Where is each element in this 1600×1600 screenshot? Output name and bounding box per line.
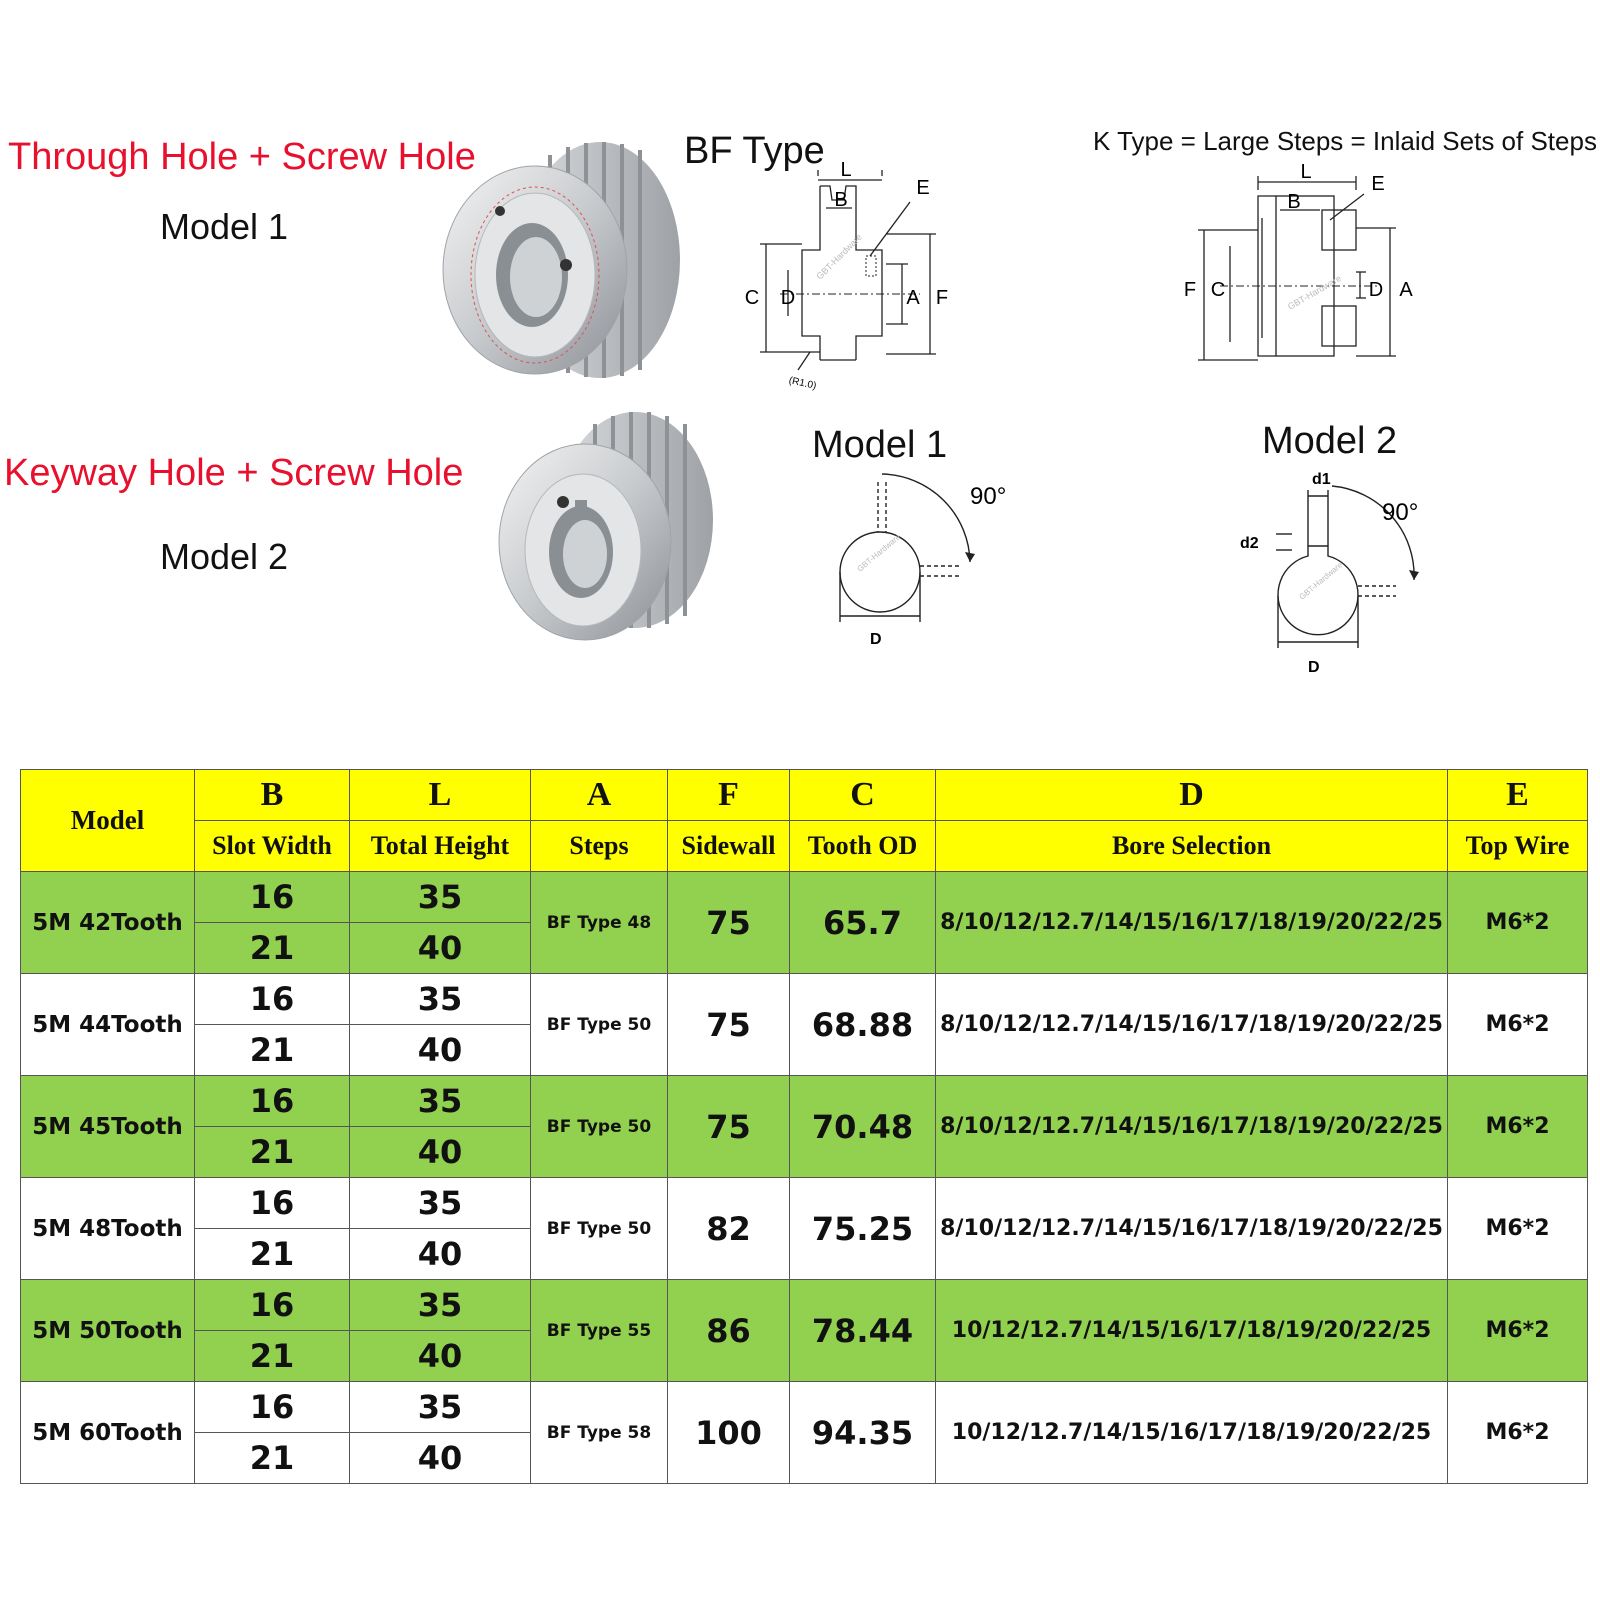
diagram-model1-title: Model 1	[812, 424, 948, 466]
row-steps: BF Type 50	[531, 974, 668, 1076]
row-tooth-od: 65.7	[790, 872, 936, 974]
row-steps: BF Type 50	[531, 1178, 668, 1280]
model2-bore-diagram	[1240, 470, 1462, 690]
row-tooth-od: 78.44	[790, 1280, 936, 1382]
header-slot-width: Slot Width	[195, 821, 350, 872]
model1-title: Through Hole + Screw Hole	[8, 136, 476, 178]
row-total-height: 35	[350, 872, 531, 923]
header-D: D	[936, 770, 1448, 821]
table-row	[21, 1280, 1588, 1331]
row-top-wire: M6*2	[1448, 974, 1588, 1076]
row-total-height: 35	[350, 1280, 531, 1331]
model2-label-D: D	[1308, 659, 1320, 676]
row-total-height: 40	[350, 1127, 531, 1178]
row-total-height: 35	[350, 1178, 531, 1229]
header-model: Model	[21, 770, 195, 872]
row-slot-width: 16	[195, 1382, 350, 1433]
row-model: 5M 48Tooth	[21, 1178, 195, 1280]
k-label-D: D	[1368, 279, 1384, 301]
row-bore-selection: 8/10/12/12.7/14/15/16/17/18/19/20/22/25	[936, 974, 1448, 1076]
table-row	[21, 1076, 1588, 1127]
table-row	[21, 974, 1588, 1025]
header-F: F	[668, 770, 790, 821]
model1-label: Model 1	[160, 206, 289, 247]
k-label-E: E	[1371, 173, 1385, 195]
row-bore-selection: 8/10/12/12.7/14/15/16/17/18/19/20/22/25	[936, 872, 1448, 974]
k-label-L: L	[1300, 161, 1312, 183]
row-slot-width: 21	[195, 1127, 350, 1178]
model1-bore-diagram	[830, 462, 1030, 662]
model2-label-d2: d2	[1240, 535, 1259, 552]
row-slot-width: 21	[195, 1331, 350, 1382]
row-top-wire: M6*2	[1448, 1280, 1588, 1382]
k-label-B: B	[1287, 191, 1301, 213]
row-bore-selection: 8/10/12/12.7/14/15/16/17/18/19/20/22/25	[936, 1076, 1448, 1178]
bf-type-section-diagram	[740, 160, 970, 400]
row-total-height: 40	[350, 1025, 531, 1076]
row-tooth-od: 94.35	[790, 1382, 936, 1484]
row-slot-width: 16	[195, 1076, 350, 1127]
row-total-height: 40	[350, 1229, 531, 1280]
row-total-height: 35	[350, 1076, 531, 1127]
label-F: F	[935, 287, 949, 309]
row-model: 5M 44Tooth	[21, 974, 195, 1076]
header-bore-selection: Bore Selection	[936, 821, 1448, 872]
model1-watermark: GBT-Hardware	[855, 532, 903, 574]
header-row-letters	[21, 770, 1588, 821]
watermark-text: GBT-Hardware	[814, 231, 864, 282]
k-label-A: A	[1399, 279, 1413, 301]
model1-label-D: D	[870, 631, 882, 648]
row-bore-selection: 10/12/12.7/14/15/16/17/18/19/20/22/25	[936, 1382, 1448, 1484]
k-label-F: F	[1183, 279, 1197, 301]
row-tooth-od: 68.88	[790, 974, 936, 1076]
model2-label-d1: d1	[1312, 471, 1331, 488]
header-tooth-od: Tooth OD	[790, 821, 936, 872]
spec-table	[20, 769, 1588, 1484]
row-model: 5M 42Tooth	[21, 872, 195, 974]
header-L: L	[350, 770, 531, 821]
model1-angle-label: 90°	[970, 483, 1007, 510]
row-model: 5M 45Tooth	[21, 1076, 195, 1178]
header-total-height: Total Height	[350, 821, 531, 872]
label-C: C	[744, 287, 760, 309]
row-model: 5M 60Tooth	[21, 1382, 195, 1484]
label-B: B	[834, 189, 848, 211]
row-tooth-od: 70.48	[790, 1076, 936, 1178]
model2-title: Keyway Hole + Screw Hole	[4, 452, 464, 494]
k-type-title: K Type = Large Steps = Inlaid Sets of Steps	[1093, 126, 1597, 156]
diagram-model2-title: Model 2	[1262, 420, 1398, 462]
label-A: A	[906, 287, 920, 309]
row-top-wire: M6*2	[1448, 1382, 1588, 1484]
row-bore-selection: 8/10/12/12.7/14/15/16/17/18/19/20/22/25	[936, 1178, 1448, 1280]
header-steps: Steps	[531, 821, 668, 872]
row-sidewall: 75	[668, 872, 790, 974]
row-sidewall: 75	[668, 974, 790, 1076]
row-sidewall: 75	[668, 1076, 790, 1178]
row-steps: BF Type 55	[531, 1280, 668, 1382]
row-steps: BF Type 48	[531, 872, 668, 974]
header-top-wire: Top Wire	[1448, 821, 1588, 872]
row-slot-width: 16	[195, 974, 350, 1025]
label-radius: (R1.0)	[787, 375, 818, 392]
header-B: B	[195, 770, 350, 821]
header-sidewall: Sidewall	[668, 821, 790, 872]
row-sidewall: 82	[668, 1178, 790, 1280]
row-bore-selection: 10/12/12.7/14/15/16/17/18/19/20/22/25	[936, 1280, 1448, 1382]
header-E: E	[1448, 770, 1588, 821]
table-row	[21, 1382, 1588, 1433]
k-type-section-diagram	[1180, 160, 1420, 380]
table-row	[21, 1178, 1588, 1229]
model2-watermark: GBT-Hardware	[1297, 560, 1345, 602]
row-total-height: 35	[350, 974, 531, 1025]
row-slot-width: 21	[195, 1229, 350, 1280]
bf-type-title: BF Type	[684, 130, 825, 172]
pulley-through-hole-image	[440, 125, 690, 395]
header-C: C	[790, 770, 936, 821]
row-total-height: 40	[350, 923, 531, 974]
header-row-names	[21, 821, 1588, 872]
row-slot-width: 16	[195, 1178, 350, 1229]
row-slot-width: 16	[195, 1280, 350, 1331]
row-steps: BF Type 50	[531, 1076, 668, 1178]
row-sidewall: 100	[668, 1382, 790, 1484]
label-L: L	[840, 159, 852, 181]
row-slot-width: 21	[195, 1025, 350, 1076]
label-E: E	[916, 177, 930, 199]
row-model: 5M 50Tooth	[21, 1280, 195, 1382]
model2-angle-label: 90°	[1382, 499, 1419, 526]
row-steps: BF Type 58	[531, 1382, 668, 1484]
row-top-wire: M6*2	[1448, 1178, 1588, 1280]
row-top-wire: M6*2	[1448, 872, 1588, 974]
row-total-height: 40	[350, 1331, 531, 1382]
row-total-height: 35	[350, 1382, 531, 1433]
row-tooth-od: 75.25	[790, 1178, 936, 1280]
model2-label: Model 2	[160, 536, 289, 577]
table-row	[21, 872, 1588, 923]
row-slot-width: 16	[195, 872, 350, 923]
row-slot-width: 21	[195, 923, 350, 974]
row-top-wire: M6*2	[1448, 1076, 1588, 1178]
label-D: D	[780, 287, 796, 309]
header-A: A	[531, 770, 668, 821]
row-sidewall: 86	[668, 1280, 790, 1382]
row-slot-width: 21	[195, 1433, 350, 1484]
row-total-height: 40	[350, 1433, 531, 1484]
k-watermark-text: GBT-Hardware	[1286, 273, 1343, 312]
k-label-C: C	[1210, 279, 1226, 301]
pulley-keyway-hole-image	[495, 402, 725, 652]
